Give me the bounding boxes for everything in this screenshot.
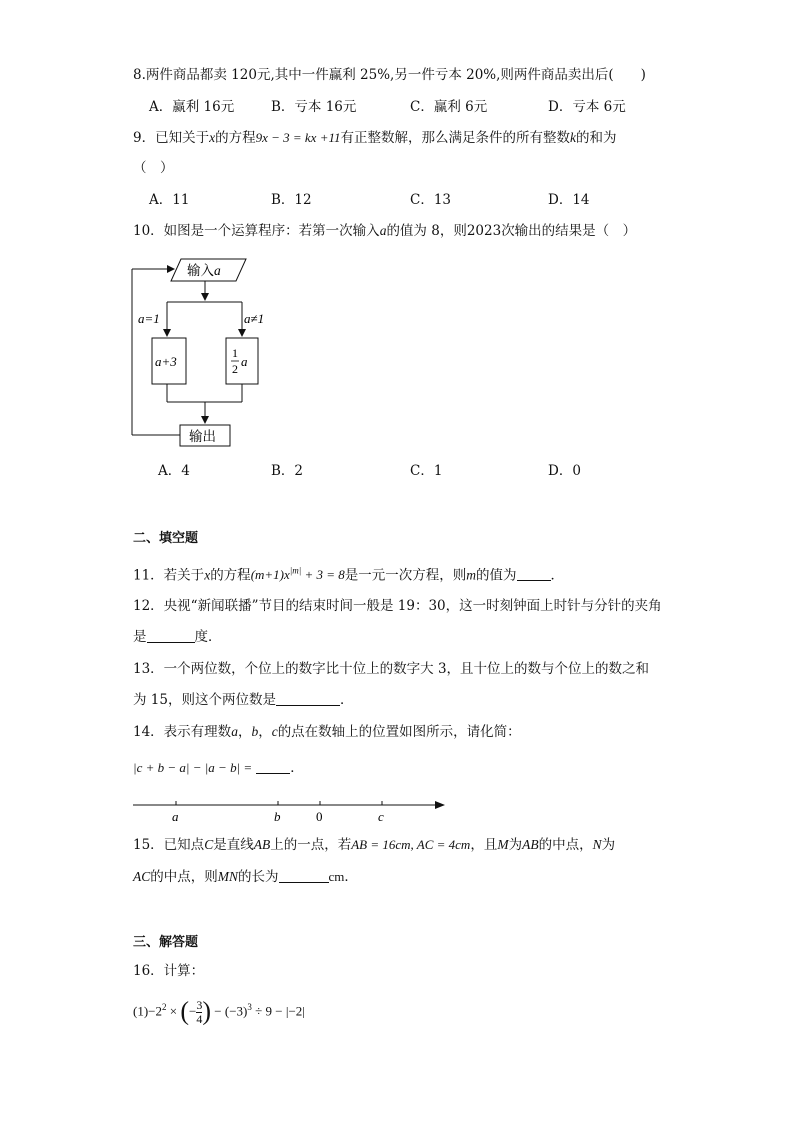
q9-option-c: C．13 xyxy=(410,192,452,208)
q10-option-b: B．2 xyxy=(271,463,304,479)
q10-option-a: A．4 xyxy=(158,463,190,479)
q8-stem: 8.两件商品都卖 120元,其中一件赢利 25%,另一件亏本 20%,则两件商品卖出后( ) xyxy=(133,67,646,83)
cond-left: a=1 xyxy=(138,311,160,326)
q9-option-b: B．12 xyxy=(271,192,312,208)
axis-label-b: b xyxy=(274,809,281,824)
input-label: 输入a xyxy=(187,263,221,278)
q14-expression: |c + b − a| − |a − b| = ． xyxy=(133,760,304,776)
q9-paren: （ ） xyxy=(133,160,174,176)
q16-expression: $(1)-2^2$ × (− $\frac{3}{4}$ ) − $(-3)^3 \div 9 - |-2|$ xyxy=(133,996,305,1026)
q13-line1: 13．一个两位数，个位上的数字比十位上的数字大 3，且十位上的数与个位上的数之和 xyxy=(133,661,650,677)
frac-var: a xyxy=(241,354,248,369)
q10-stem: 10．如图是一个运算程序：若第一次输入a的值为 8，则2023次输出的结果是（ ） xyxy=(133,223,637,239)
q9-stem: 9．已知关于x的方程9x − 3 = kx +11有正整数解，那么满足条件的所有整数k的和为 xyxy=(133,130,617,146)
q15-line2: AC的中点，则MN的长为 cm． xyxy=(133,869,358,885)
box-a-plus-3-label: a+3 xyxy=(155,354,177,369)
axis-label-c: c xyxy=(378,809,384,824)
axis-label-a: a xyxy=(172,809,179,824)
q13-line2: 为 15，则这个两位数是 ． xyxy=(133,692,354,708)
q14-stem: 14．表示有理数a，b，c的点在数轴上的位置如图所示，请化简： xyxy=(133,724,521,740)
q10-option-c: C．1 xyxy=(410,463,443,479)
q10-option-d: D．0 xyxy=(548,463,581,479)
section-solve-heading: 三、解答题 xyxy=(133,935,199,950)
q16-title: 16．计算： xyxy=(133,963,205,979)
q12-line2: 是 度． xyxy=(133,629,222,645)
output-label: 输出 xyxy=(189,429,216,444)
q15-answer-blank[interactable] xyxy=(279,868,329,883)
q8-option-c: C．赢利 6元 xyxy=(410,99,488,115)
q11-equation: $(m+1)x^{|m|} + 3 = 8$ xyxy=(250,566,345,583)
q8-option-a: A．赢利 16元 xyxy=(149,99,235,115)
frac-den: 2 xyxy=(232,362,238,376)
q15-line1: 15．已知点C是直线AB上的一点，若AB = 16cm, AC = 4cm，且M为AB的中点，N为 xyxy=(133,837,616,853)
section-fill-blank-heading: 二、填空题 xyxy=(133,531,199,546)
q12-line1: 12．央视“新闻联播”节目的结束时间一般是 19：30，这一时刻钟面上时针与分针的夹角 xyxy=(133,598,662,614)
axis-label-zero: 0 xyxy=(316,809,323,824)
frac-num: 1 xyxy=(232,346,238,360)
q11-stem: 11．若关于x的方程$(m+1)x^{|m|} + 3 = 8$是一元一次方程，则m的值为 ． xyxy=(133,566,565,584)
cond-right: a≠1 xyxy=(244,311,265,326)
q9-option-d: D．14 xyxy=(548,192,590,208)
q9-equation: 9x − 3 = kx +11 xyxy=(255,130,341,145)
q8-option-b: B．亏本 16元 xyxy=(271,99,357,115)
q8-option-d: D．亏本 6元 xyxy=(548,99,626,115)
q9-option-a: A．11 xyxy=(149,192,190,208)
